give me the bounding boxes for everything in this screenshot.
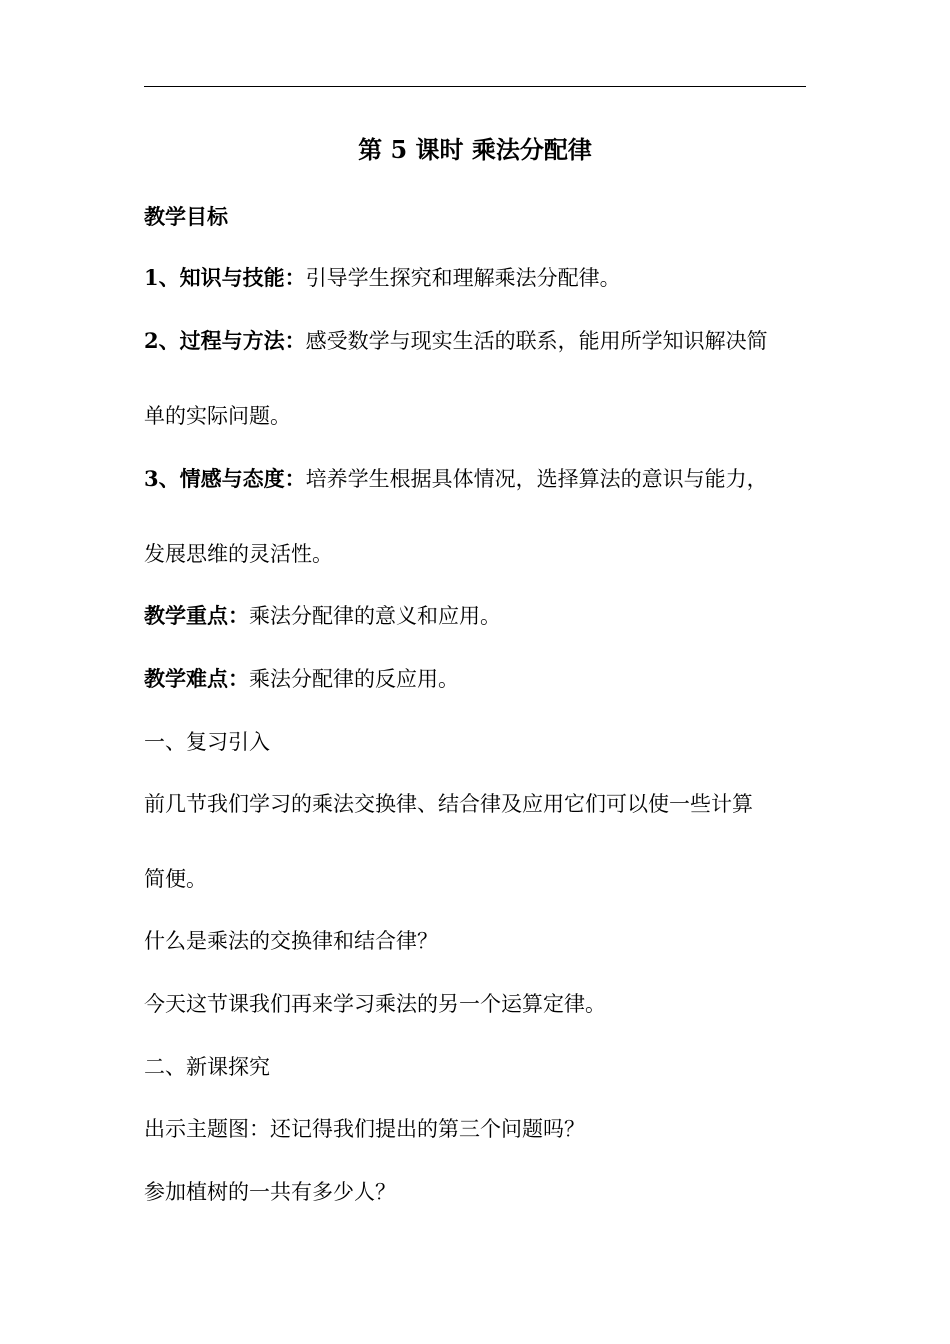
objective-3 [144,465,814,493]
objective-1-label: 1、知识与技能： [144,265,306,290]
difficulty-label: 教学难点： [144,666,249,691]
objective-3-label: 3、情感与态度： [144,466,306,491]
objective-1-text: 引导学生探究和理解乘法分配律。 [305,266,621,290]
objective-2-text: 感受数学与现实生活的联系，能用所学知识解决简 [305,329,768,353]
section-1-paragraph-1: 前几节我们学习的乘法交换律、结合律及应用它们可以使一些计算 [144,792,753,816]
section-2-heading: 二、新课探究 [144,1055,270,1079]
section-1-heading: 一、复习引入 [144,730,270,754]
objective-3-text: 培养学生根据具体情况，选择算法的意识与能力， [305,467,768,491]
section-2-paragraph-2: 参加植树的一共有多少人？ [144,1180,396,1204]
objectives-heading: 教学目标 [144,204,228,229]
section-1-paragraph-2: 什么是乘法的交换律和结合律？ [144,929,438,953]
key-point-label: 教学重点： [144,603,249,628]
objective-2-label: 2、过程与方法： [144,328,306,353]
section-2-paragraph-1: 出示主题图：还记得我们提出的第三个问题吗？ [144,1117,585,1141]
objective-2-continuation: 单的实际问题。 [144,404,291,428]
header-rule [144,86,806,87]
key-point-text: 乘法分配律的意义和应用。 [249,604,501,628]
section-1-paragraph-3: 今天这节课我们再来学习乘法的另一个运算定律。 [144,992,606,1016]
page-title: 第 5 课时 乘法分配律 [358,135,592,164]
objective-3-continuation: 发展思维的灵活性。 [144,542,333,566]
key-point [144,602,814,630]
difficulty-text: 乘法分配律的反应用。 [249,667,459,691]
objective-2 [144,327,814,355]
section-1-paragraph-1-continuation: 简便。 [144,867,207,891]
objective-1 [144,264,814,292]
difficulty [144,665,814,693]
